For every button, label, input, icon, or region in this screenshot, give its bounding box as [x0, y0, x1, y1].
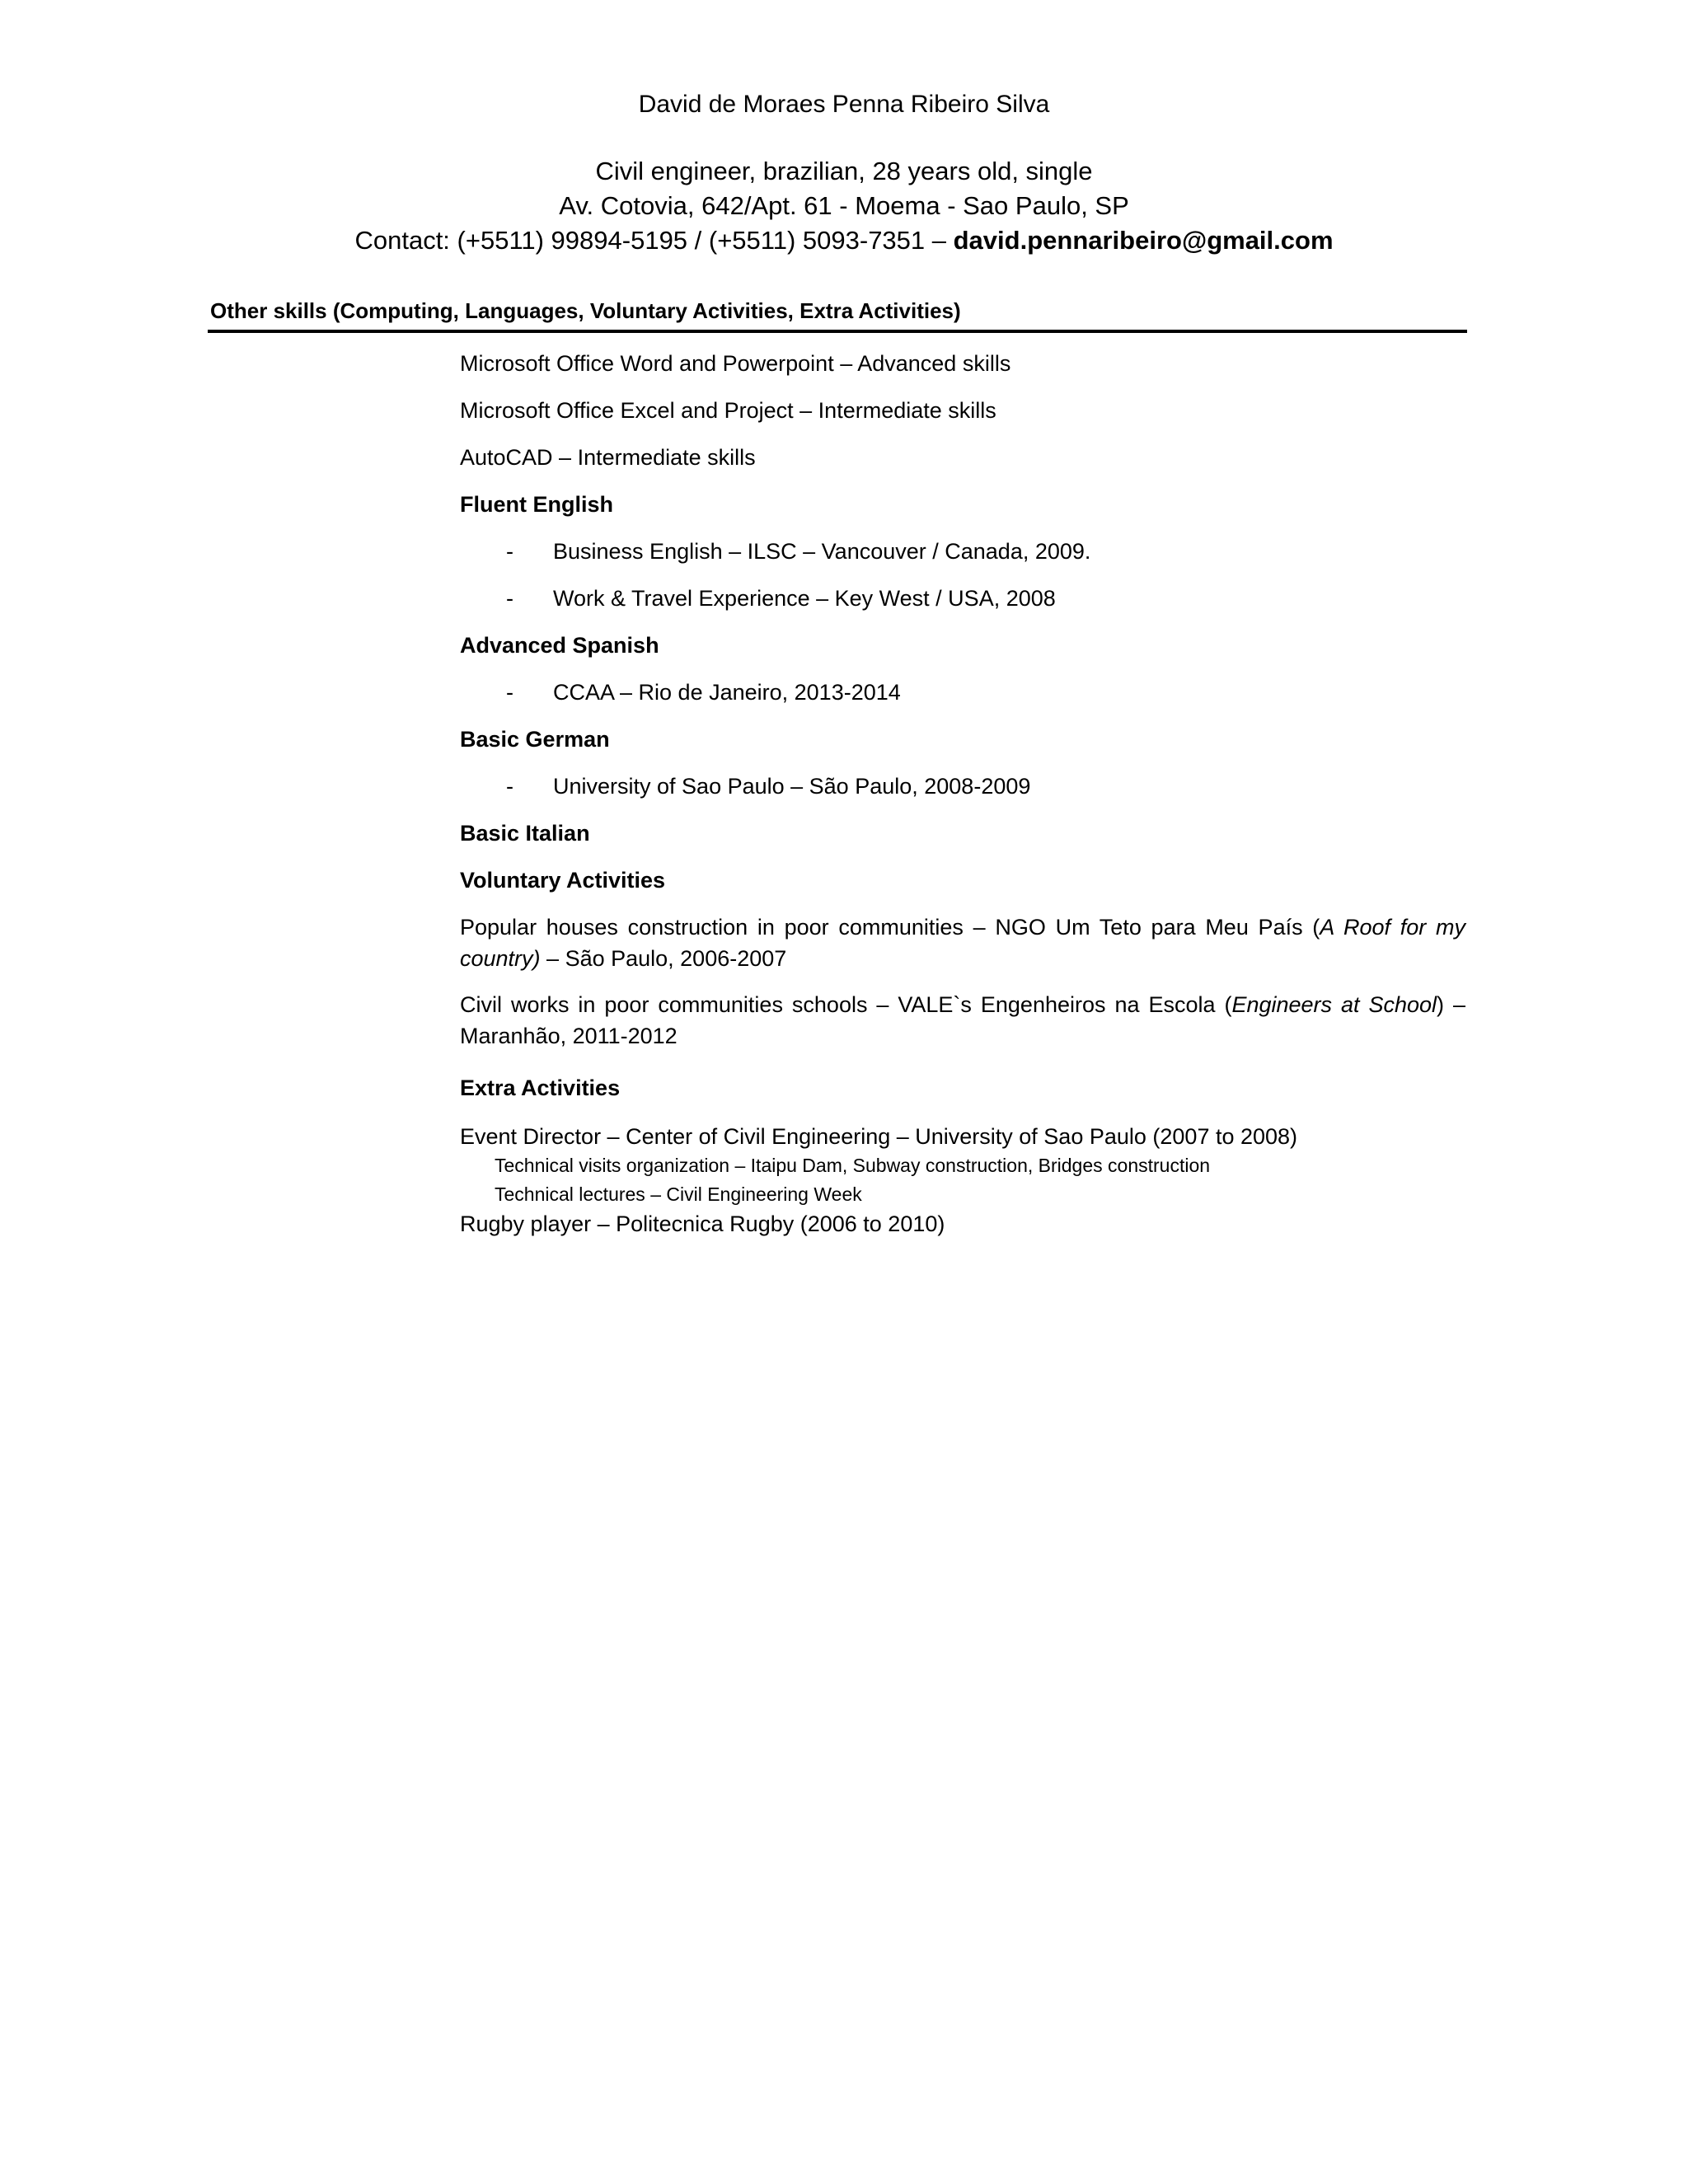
candidate-contact: [0, 226, 1688, 255]
extra-note: Technical lectures – Civil Engineering Week: [495, 1183, 862, 1205]
bullet-dash: -: [506, 586, 513, 611]
language-spanish-item: CCAA – Rio de Janeiro, 2013-2014: [553, 680, 901, 705]
candidate-profile: Civil engineer, brazilian, 28 years old, single: [595, 157, 1093, 185]
computing-item: Microsoft Office Excel and Project – Intermediate skills: [460, 398, 996, 423]
bullet-dash: -: [506, 539, 513, 564]
extra-title: Extra Activities: [460, 1076, 621, 1100]
language-english-item: Work & Travel Experience – Key West / USA, 2008: [553, 586, 1056, 611]
language-italian-title: Basic Italian: [460, 821, 590, 846]
candidate-name: David de Moraes Penna Ribeiro Silva: [638, 91, 1050, 118]
section-divider: [208, 330, 1467, 333]
language-english-item: Business English – ILSC – Vancouver / Canada, 2009.: [553, 539, 1091, 564]
voluntary-item: Popular houses construction in poor communities – NGO Um Teto para Meu País (A Roof for my country) – São Paulo, 2006-2007: [460, 915, 1465, 971]
computing-item: Microsoft Office Word and Powerpoint – Advanced skills: [460, 351, 1011, 376]
extra-rugby: Rugby player – Politecnica Rugby (2006 to 2010): [460, 1212, 945, 1236]
bullet-dash: -: [506, 774, 513, 799]
section-title: Other skills (Computing, Languages, Voluntary Activities, Extra Activities): [210, 298, 961, 323]
extra-event-director: Event Director – Center of Civil Engineering – University of Sao Paulo (2007 to 2008): [460, 1124, 1298, 1149]
voluntary-title: Voluntary Activities: [460, 868, 666, 893]
contact-phones: Contact: (+5511) 99894-5195 / (+5511) 5093-7351 –: [354, 226, 954, 255]
voluntary-item: Civil works in poor communities schools – VALE`s Engenheiros na Escola (Engineers at School) – Maranhão, 2011-2012: [460, 992, 1466, 1048]
computing-item: AutoCAD – Intermediate skills: [460, 445, 756, 470]
language-german-title: Basic German: [460, 727, 610, 752]
language-spanish-title: Advanced Spanish: [460, 633, 659, 658]
contact-email: david.pennaribeiro@gmail.com: [953, 226, 1334, 255]
candidate-address: Av. Cotovia, 642/Apt. 61 - Moema - Sao Paulo, SP: [559, 191, 1129, 220]
bullet-dash: -: [506, 680, 513, 705]
language-english-title: Fluent English: [460, 492, 613, 517]
extra-note: Technical visits organization – Itaipu Dam, Subway construction, Bridges construction: [495, 1155, 1211, 1176]
language-german-item: University of Sao Paulo – São Paulo, 2008-2009: [553, 774, 1031, 799]
